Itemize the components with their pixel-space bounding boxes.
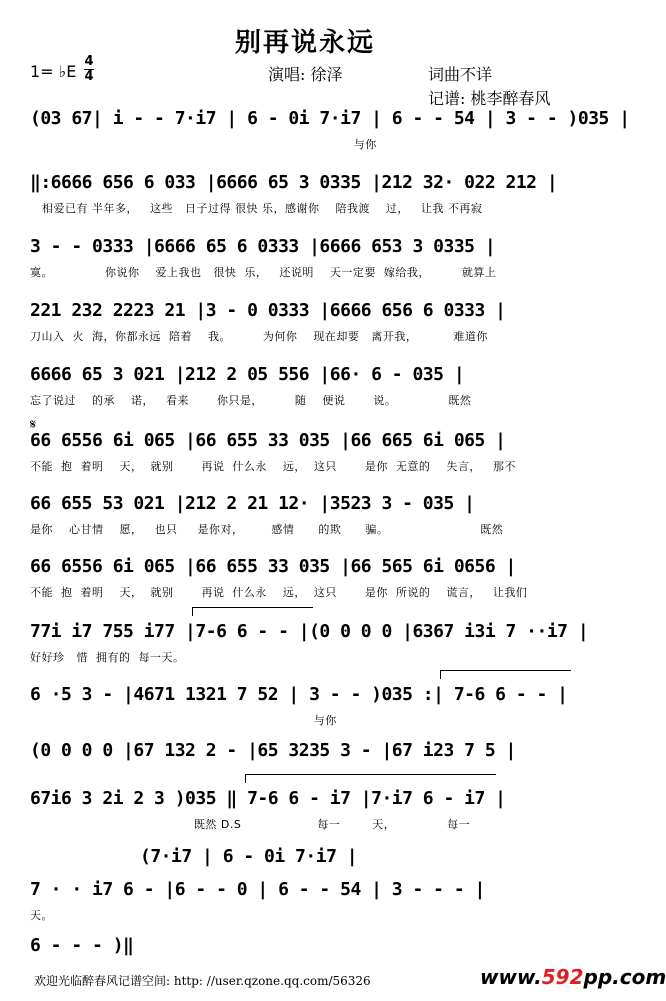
song-title: 别再说永远 bbox=[234, 28, 375, 58]
notation-line: 6 - - - )‖ bbox=[30, 935, 134, 956]
site-prefix: www. bbox=[480, 965, 542, 989]
notation-line: 6 ·5 3 - |4671 1321 7 52 | 3 - - )035 :| 7-6 6 - - | bbox=[30, 684, 568, 705]
volta-3-bracket bbox=[245, 774, 496, 783]
lyric-line: 相爱已有 半年多， 这些 日子过得 很快 乐，感谢你 陪我渡 过， 让我 不再寂 bbox=[30, 202, 483, 215]
notation-line: ‖:6666 656 6 033 |6666 65 3 0335 |212 32· 022 212 | bbox=[30, 172, 558, 193]
site-suffix: pp.com bbox=[583, 965, 666, 989]
notation-line: (7·i7 | 6 - 0i 7·i7 | bbox=[140, 846, 358, 867]
singer: 演唱: 徐泽 bbox=[268, 65, 343, 84]
key-signature: 1= ♭E bbox=[30, 62, 77, 81]
lyric-line: 与你 bbox=[30, 714, 337, 727]
notation-line: 3 - - 0333 |6666 65 6 0333 |6666 653 3 0335 | bbox=[30, 236, 496, 257]
transcriber: 记谱: 桃李醉春风 bbox=[428, 89, 551, 108]
credits: 词曲不详 bbox=[428, 65, 493, 84]
lyric-line: 与你 bbox=[30, 138, 377, 151]
time-top: 4 bbox=[84, 54, 94, 69]
lyric-line: 不能 抱 着明 天， 就别 再说 什么永 远， 这只 是你 所说的 谎言， 让我们 bbox=[30, 586, 528, 599]
time-bottom: 4 bbox=[84, 69, 94, 84]
notation-line: 77i i7 755 i77 |7-6 6 - - |(0 0 0 0 |6367 i3i 7 ··i7 | bbox=[30, 621, 589, 642]
notation-line: (0 0 0 0 |67 132 2 - |65 3235 3 - |67 i23 7 5 | bbox=[30, 740, 516, 761]
lyric-line: 既然 D.S 每一 天， 每一 bbox=[30, 818, 471, 831]
notation-line: 6666 65 3 021 |212 2 05 556 |66· 6 - 035 | bbox=[30, 364, 465, 385]
lyric-line: 好好珍 惜 拥有的 每一天。 bbox=[30, 651, 185, 664]
segno-icon: 𝄋 bbox=[30, 417, 37, 433]
time-signature bbox=[84, 56, 94, 83]
notation-line: (03 67| i - - 7·i7 | 6 - 0i 7·i7 | 6 - - 54 | 3 - - )035 | bbox=[30, 108, 630, 129]
lyric-line: 忘了说过 的承 诺， 看来 你只是， 随 便说 说。 既然 bbox=[30, 394, 472, 407]
volta-2-bracket bbox=[440, 670, 571, 679]
site-number: 592 bbox=[541, 965, 584, 989]
notation-line: 67i6 3 2i 2 3 )035 ‖ 7-6 6 - i7 |7·i7 6 - i7 | bbox=[30, 788, 506, 809]
notation-line: 66 6556 6i 065 |66 655 33 035 |66 565 6i 0656 | bbox=[30, 556, 516, 577]
footer-welcome: 欢迎光临醉春风记谱空间: http: //user.qzone.qq.com/56326 bbox=[34, 974, 371, 988]
lyric-line: 天。 bbox=[30, 909, 53, 922]
lyric-line: 寞。 你说你 爱上我也 很快 乐， 还说明 天一定要 嫁给我， 就算上 bbox=[30, 266, 497, 279]
notation-line: 66 655 53 021 |212 2 21 12· |3523 3 - 035 | bbox=[30, 493, 475, 514]
notation-line: 7 · · i7 6 - |6 - - 0 | 6 - - 54 | 3 - - - | bbox=[30, 879, 485, 900]
lyric-line: 刀山入 火 海，你都永远 陪着 我。 为何你 现在却要 离开我， 难道你 bbox=[30, 330, 488, 343]
notation-line: 221 232 2223 21 |3 - 0 0333 |6666 656 6 0333 | bbox=[30, 300, 506, 321]
lyric-line: 不能 抱 着明 天， 就别 再说 什么永 远， 这只 是你 无意的 失言， 那不 bbox=[30, 460, 516, 473]
lyric-line: 是你 心甘情 愿， 也只 是你对， 感情 的欺 骗。 既然 bbox=[30, 523, 504, 536]
site-logo bbox=[480, 965, 666, 989]
notation-line: 66 6556 6i 065 |66 655 33 035 |66 665 6i 065 | bbox=[30, 430, 506, 451]
volta-1-bracket bbox=[192, 607, 313, 616]
